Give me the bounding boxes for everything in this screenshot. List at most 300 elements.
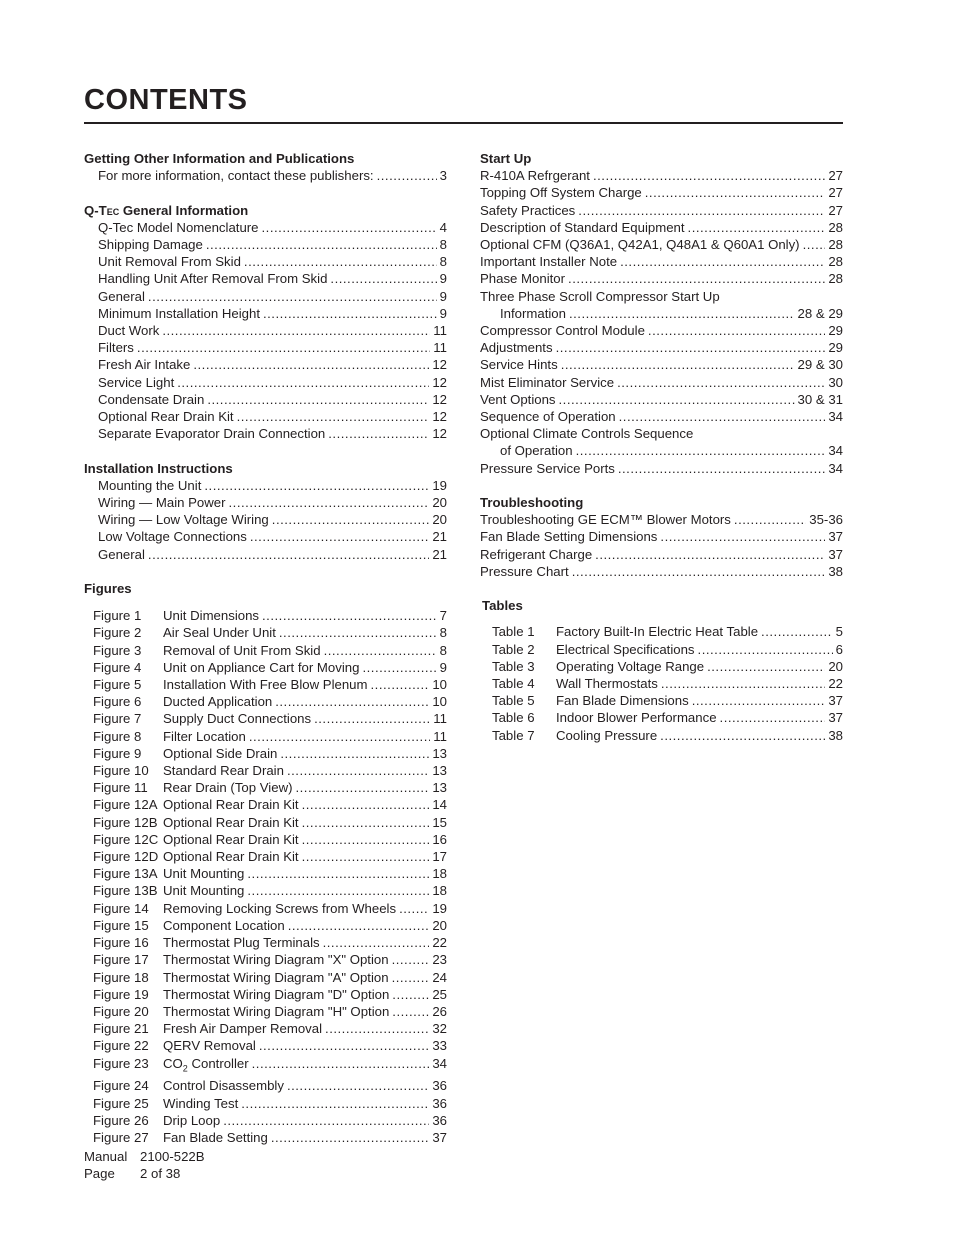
footer-page-label: Page xyxy=(84,1166,115,1181)
figure-entry[interactable] xyxy=(84,710,447,727)
section-heading: Tables xyxy=(482,598,523,614)
figure-entry[interactable] xyxy=(84,745,447,762)
toc-entry[interactable] xyxy=(480,219,843,236)
entry-page: 10 xyxy=(432,694,447,710)
entry-label: Thermostat Wiring Diagram "D" Option xyxy=(163,986,390,1002)
figure-list xyxy=(84,607,447,1146)
entry-label: For more information, contact these publishers: xyxy=(98,168,374,184)
page-footer xyxy=(84,1148,205,1182)
entry-page: 26 xyxy=(432,1003,447,1019)
entry-page: 28 xyxy=(828,237,843,253)
entry-label: Wiring — Main Power xyxy=(98,495,226,511)
entry-number: Figure 19 xyxy=(93,986,149,1002)
figure-entry[interactable] xyxy=(84,676,447,693)
entry-number: Table 1 xyxy=(492,624,535,640)
toc-entry[interactable] xyxy=(480,374,843,391)
entry-number: Table 2 xyxy=(492,641,535,657)
entry-label xyxy=(163,1055,249,1078)
heading-brand: Tec xyxy=(98,202,120,218)
entry-label: Filter Location xyxy=(163,728,246,744)
figure-entry[interactable] xyxy=(84,831,447,848)
entry-label: Air Seal Under Unit xyxy=(163,625,276,641)
dot-leader xyxy=(275,693,429,710)
entry-number: Table 4 xyxy=(492,676,535,692)
table-entry[interactable] xyxy=(480,675,843,692)
entry-label: R-410A Refrgerant xyxy=(480,168,590,184)
left-column xyxy=(84,150,447,1146)
entry-label: Low Voltage Connections xyxy=(98,529,247,545)
figure-entry[interactable] xyxy=(84,728,447,745)
table-entry[interactable] xyxy=(480,692,843,709)
dot-leader xyxy=(377,167,437,184)
dot-leader xyxy=(556,339,826,356)
toc-entry[interactable] xyxy=(84,374,447,391)
toc-entry[interactable] xyxy=(84,305,447,322)
entry-label: Wiring — Low Voltage Wiring xyxy=(98,512,269,528)
entry-label: Removal of Unit From Skid xyxy=(163,642,321,658)
figure-entry[interactable] xyxy=(84,1112,447,1129)
dot-leader xyxy=(559,391,795,408)
dot-leader xyxy=(287,1077,429,1094)
entry-number: Figure 23 xyxy=(93,1055,149,1071)
figure-entry[interactable] xyxy=(84,917,447,934)
dot-leader xyxy=(561,356,795,373)
entry-label: Condensate Drain xyxy=(98,391,205,407)
entry-page: 9 xyxy=(439,288,447,304)
entry-label: Safety Practices xyxy=(480,202,576,218)
entry-label: Thermostat Plug Terminals xyxy=(163,935,320,951)
entry-label: Fresh Air Damper Removal xyxy=(163,1021,323,1037)
entry-page: 27 xyxy=(828,185,843,201)
entry-label: Supply Duct Connections xyxy=(163,711,312,727)
table-entry[interactable] xyxy=(480,727,843,744)
dot-leader xyxy=(229,494,430,511)
figure-entry[interactable] xyxy=(84,986,447,1003)
toc-entry[interactable] xyxy=(84,339,447,356)
section-heading: Installation Instructions xyxy=(84,460,233,476)
toc-entry[interactable] xyxy=(84,511,447,528)
figure-entry[interactable] xyxy=(84,642,447,659)
entry-page: 37 xyxy=(432,1129,447,1145)
table-entry[interactable] xyxy=(480,641,843,658)
dot-leader xyxy=(392,986,429,1003)
dot-leader xyxy=(302,848,430,865)
dot-leader xyxy=(761,623,833,640)
entry-label: Drip Loop xyxy=(163,1112,221,1128)
entry-page: 8 xyxy=(439,642,447,658)
dot-leader xyxy=(249,728,430,745)
entry-page: 13 xyxy=(432,745,447,761)
figure-entry[interactable] xyxy=(84,1037,447,1054)
entry-number: Figure 24 xyxy=(93,1078,149,1094)
entry-label: Phase Monitor xyxy=(480,271,566,287)
entry-page: 9 xyxy=(439,271,447,287)
table-list xyxy=(480,623,843,743)
dot-leader xyxy=(302,831,430,848)
toc-entry[interactable] xyxy=(480,460,843,477)
dot-leader xyxy=(688,219,826,236)
entry-label: Fresh Air Intake xyxy=(98,357,191,373)
figure-entry[interactable] xyxy=(84,1055,447,1078)
entry-page: 37 xyxy=(828,529,843,545)
entry-label: of Operation xyxy=(500,443,573,459)
figure-entry[interactable] xyxy=(84,814,447,831)
entry-page: 13 xyxy=(432,780,447,796)
entry-number: Figure 12C xyxy=(93,831,159,847)
figure-entry[interactable] xyxy=(84,848,447,865)
entry-page: 33 xyxy=(432,1038,447,1054)
entry-label: Troubleshooting GE ECM™ Blower Motors xyxy=(480,512,731,528)
dot-leader xyxy=(288,917,430,934)
entry-label: Topping Off System Charge xyxy=(480,185,642,201)
entry-label: QERV Removal xyxy=(163,1038,256,1054)
entry-label: Standard Rear Drain xyxy=(163,763,284,779)
entry-page: 38 xyxy=(828,727,843,743)
toc-entry[interactable] xyxy=(480,270,843,287)
dot-leader xyxy=(252,1055,430,1072)
dot-leader xyxy=(698,641,833,658)
entry-number: Figure 12A xyxy=(93,797,158,813)
entry-label: Sequence of Operation xyxy=(480,409,616,425)
toc-entry[interactable] xyxy=(480,408,843,425)
toc-entry[interactable] xyxy=(84,494,447,511)
entry-page: 30 & 31 xyxy=(797,391,843,407)
entry-label: Mist Eliminator Service xyxy=(480,374,615,390)
dot-leader xyxy=(237,408,430,425)
entry-label: Unit Removal From Skid xyxy=(98,254,241,270)
toc-entry[interactable] xyxy=(480,167,843,184)
entry-label: Shipping Damage xyxy=(98,237,203,252)
toc-entry[interactable] xyxy=(480,322,843,339)
table-entry[interactable] xyxy=(480,709,843,726)
entry-label: Optional Rear Drain Kit xyxy=(163,797,299,813)
dot-leader xyxy=(362,659,436,676)
entry-number: Table 6 xyxy=(492,710,535,726)
toc-entry[interactable] xyxy=(480,563,843,580)
dot-leader xyxy=(324,642,437,659)
toc-entry[interactable] xyxy=(480,391,843,408)
entry-label: Unit Dimensions xyxy=(163,608,260,624)
entry-page: 16 xyxy=(432,831,447,847)
entry-page: 28 & 29 xyxy=(797,305,843,321)
entry-number: Figure 25 xyxy=(93,1095,149,1111)
entry-label: Unit Mounting xyxy=(163,883,245,899)
entry-number: Figure 16 xyxy=(93,935,149,951)
dot-leader xyxy=(392,1003,429,1020)
toc-entry[interactable] xyxy=(84,322,447,339)
entry-label: Unit on Appliance Cart for Moving xyxy=(163,659,360,675)
toc-entry[interactable] xyxy=(480,305,843,322)
dot-leader xyxy=(330,270,436,287)
entry-page: 34 xyxy=(432,1055,447,1071)
dot-leader xyxy=(223,1112,429,1129)
entry-page: 19 xyxy=(432,900,447,916)
entry-page: 28 xyxy=(828,219,843,235)
entry-page: 7 xyxy=(439,608,447,624)
dot-leader xyxy=(148,288,437,305)
figure-entry[interactable] xyxy=(84,1003,447,1020)
figure-entry[interactable] xyxy=(84,762,447,779)
title-rule xyxy=(84,122,843,124)
toc-entry[interactable] xyxy=(480,442,843,459)
dot-leader xyxy=(569,305,795,322)
toc-entry[interactable] xyxy=(480,511,843,528)
heading-prefix: Q- xyxy=(84,202,99,218)
dot-leader xyxy=(262,219,437,236)
entry-number: Figure 21 xyxy=(93,1021,149,1037)
entry-page: 29 xyxy=(828,323,843,339)
entry-label: Q-Tec Model Nomenclature xyxy=(98,219,259,235)
toc-list xyxy=(84,167,447,184)
dot-leader xyxy=(692,692,826,709)
entry-label: Wall Thermostats xyxy=(556,676,658,692)
entry-number: Figure 7 xyxy=(93,711,142,727)
dot-leader xyxy=(206,236,437,253)
entry-page: 28 xyxy=(828,271,843,287)
figure-entry[interactable] xyxy=(84,1077,447,1094)
figure-entry[interactable] xyxy=(84,659,447,676)
toc-entry[interactable] xyxy=(84,477,447,494)
dot-leader xyxy=(207,391,429,408)
entry-label: Electrical Specifications xyxy=(556,641,695,657)
entry-label: Optional Rear Drain Kit xyxy=(163,831,299,847)
dot-leader xyxy=(241,1095,429,1112)
entry-number: Figure 5 xyxy=(93,677,142,693)
entry-number: Figure 4 xyxy=(93,659,142,675)
entry-label: Control Disassembly xyxy=(163,1078,284,1094)
figure-entry[interactable] xyxy=(84,882,447,899)
figure-entry[interactable] xyxy=(84,969,447,986)
entry-page: 27 xyxy=(828,202,843,218)
entry-page: 11 xyxy=(433,711,447,727)
toc-list xyxy=(84,477,447,563)
entry-number: Table 7 xyxy=(492,727,535,743)
toc-entry[interactable] xyxy=(84,546,447,563)
figure-entry[interactable] xyxy=(84,796,447,813)
dot-leader xyxy=(371,676,430,693)
entry-page: 11 xyxy=(433,323,447,339)
toc-entry[interactable] xyxy=(480,184,843,201)
entry-page: 14 xyxy=(432,797,447,813)
entry-page: 18 xyxy=(432,883,447,899)
entry-page: 4 xyxy=(439,219,447,235)
entry-label: Cooling Pressure xyxy=(556,727,658,743)
toc-entry[interactable] xyxy=(84,356,447,373)
dot-leader xyxy=(593,167,825,184)
entry-label: Mounting the Unit xyxy=(98,477,202,493)
dot-leader xyxy=(617,374,825,391)
figure-entry[interactable] xyxy=(84,951,447,968)
entry-page: 37 xyxy=(828,546,843,562)
entry-page: 38 xyxy=(828,563,843,579)
entry-page: 10 xyxy=(432,677,447,693)
toc-entry[interactable] xyxy=(480,236,843,253)
entry-page: 3 xyxy=(439,168,447,184)
dot-leader xyxy=(572,563,826,580)
dot-leader xyxy=(244,253,437,270)
entry-label: Thermostat Wiring Diagram "X" Option xyxy=(163,952,389,968)
toc-entry[interactable] xyxy=(84,236,447,253)
dot-leader xyxy=(271,1129,429,1146)
entry-number: Figure 15 xyxy=(93,917,149,933)
dot-leader xyxy=(707,658,825,675)
entry-page: 28 xyxy=(828,254,843,270)
entry-number: Figure 26 xyxy=(93,1112,149,1128)
figure-entry[interactable] xyxy=(84,693,447,710)
entry-label: Pressure Chart xyxy=(480,563,569,579)
toc-entry[interactable] xyxy=(480,339,843,356)
entry-number: Figure 20 xyxy=(93,1003,149,1019)
dot-leader xyxy=(660,528,825,545)
entry-number: Table 3 xyxy=(492,658,535,674)
entry-page: 19 xyxy=(432,477,447,493)
dot-leader xyxy=(392,951,430,968)
dot-leader xyxy=(302,796,430,813)
toc-entry[interactable] xyxy=(480,528,843,545)
entry-number: Figure 27 xyxy=(93,1129,149,1145)
figure-entry[interactable] xyxy=(84,779,447,796)
dot-leader xyxy=(568,270,825,287)
dot-leader xyxy=(620,253,825,270)
entry-label: General xyxy=(98,288,145,304)
entry-page: 34 xyxy=(828,409,843,425)
entry-label: Factory Built-In Electric Heat Table xyxy=(556,624,759,640)
section-heading: Start Up xyxy=(480,151,532,166)
entry-label: Component Location xyxy=(163,917,285,933)
entry-label: Service Light xyxy=(98,374,175,390)
toc-entry[interactable] xyxy=(84,167,447,184)
entry-label: Handling Unit After Removal From Skid xyxy=(98,271,328,287)
table-entry[interactable] xyxy=(480,623,843,640)
entry-label: Refrigerant Charge xyxy=(480,546,593,562)
heading-rest: General Information xyxy=(119,202,249,218)
toc-entry[interactable] xyxy=(480,356,843,373)
footer-page-value: 2 of 38 xyxy=(140,1166,181,1181)
toc-entry[interactable] xyxy=(84,288,447,305)
toc-entry[interactable] xyxy=(84,528,447,545)
entry-label: Removing Locking Screws from Wheels xyxy=(163,900,397,916)
figure-entry[interactable] xyxy=(84,1020,447,1037)
entry-page: 23 xyxy=(432,952,447,968)
dot-leader xyxy=(280,745,429,762)
toc-entry[interactable] xyxy=(84,270,447,287)
entry-page: 24 xyxy=(432,969,447,985)
entry-number: Figure 13A xyxy=(93,866,158,882)
entry-page: 12 xyxy=(432,391,447,407)
entry-number: Figure 12D xyxy=(93,849,159,865)
entry-page: 37 xyxy=(828,693,843,709)
dot-leader xyxy=(262,607,437,624)
footer-manual-value: 2100-522B xyxy=(140,1149,205,1164)
dot-leader xyxy=(247,882,429,899)
entry-page: 13 xyxy=(432,763,447,779)
figure-entry[interactable] xyxy=(84,900,447,917)
toc-entry[interactable] xyxy=(480,202,843,219)
entry-number: Table 5 xyxy=(492,693,535,709)
entry-label: Unit Mounting xyxy=(163,866,245,882)
toc-list xyxy=(84,219,447,443)
section-heading: Getting Other Information and Publications xyxy=(84,151,355,166)
entry-label: Optional Rear Drain Kit xyxy=(98,409,234,425)
entry-page: 8 xyxy=(439,625,447,641)
label-subscript: 2 xyxy=(182,1063,188,1074)
dot-leader xyxy=(250,528,429,545)
figure-entry[interactable] xyxy=(84,865,447,882)
toc-entry[interactable] xyxy=(84,219,447,236)
entry-page: 29 & 30 xyxy=(797,357,843,373)
figure-entry[interactable] xyxy=(84,1095,447,1112)
dot-leader xyxy=(148,546,429,563)
entry-page: 34 xyxy=(828,460,843,476)
toc-entry[interactable] xyxy=(84,391,447,408)
toc-entry-line: Three Phase Scroll Compressor Start Up xyxy=(480,288,720,304)
entry-page: 8 xyxy=(439,237,447,252)
entry-page: 25 xyxy=(432,986,447,1002)
figure-entry[interactable] xyxy=(84,624,447,641)
dot-leader xyxy=(576,442,826,459)
toc-entry[interactable] xyxy=(480,546,843,563)
figure-entry[interactable] xyxy=(84,934,447,951)
entry-label: Minimum Installation Height xyxy=(98,305,260,321)
dot-leader xyxy=(263,305,437,322)
entry-label: Installation With Free Blow Plenum xyxy=(163,677,368,693)
entry-page: 21 xyxy=(432,529,447,545)
dot-leader xyxy=(193,356,429,373)
entry-number: Figure 9 xyxy=(93,745,142,761)
dot-leader xyxy=(302,814,430,831)
toc-entry[interactable] xyxy=(84,408,447,425)
entry-page: 8 xyxy=(439,254,447,270)
entry-label: Winding Test xyxy=(163,1095,239,1111)
dot-leader xyxy=(399,900,429,917)
entry-label: Rear Drain (Top View) xyxy=(163,780,293,796)
figure-entry[interactable] xyxy=(84,607,447,624)
figure-entry[interactable] xyxy=(84,1129,447,1146)
entry-number: Figure 11 xyxy=(93,780,148,796)
entry-number: Figure 3 xyxy=(93,642,142,658)
dot-leader xyxy=(314,710,430,727)
entry-page: 12 xyxy=(432,426,447,442)
entry-label: Compressor Control Module xyxy=(480,323,645,339)
entry-label: Fan Blade Setting xyxy=(163,1129,268,1145)
table-entry[interactable] xyxy=(480,658,843,675)
entry-number: Figure 12B xyxy=(93,814,158,830)
entry-label: Operating Voltage Range xyxy=(556,658,705,674)
entry-number: Figure 22 xyxy=(93,1038,149,1054)
entry-page: 27 xyxy=(828,168,843,184)
entry-page: 12 xyxy=(432,409,447,425)
dot-leader xyxy=(325,1020,429,1037)
entry-label: Optional CFM (Q36A1, Q42A1, Q48A1 & Q60A1 Only) xyxy=(480,237,800,253)
toc-entry[interactable] xyxy=(84,253,447,270)
dot-leader xyxy=(660,727,825,744)
right-column xyxy=(480,150,843,744)
entry-label: Information xyxy=(500,305,566,321)
entry-label: Description of Standard Equipment xyxy=(480,219,685,235)
toc-entry[interactable] xyxy=(84,425,447,442)
dot-leader xyxy=(177,374,429,391)
toc-list xyxy=(480,167,843,477)
entry-page: 36 xyxy=(432,1078,447,1094)
entry-number: Figure 17 xyxy=(93,952,149,968)
dot-leader xyxy=(137,339,430,356)
page-title: CONTENTS xyxy=(84,84,248,116)
entry-page: 20 xyxy=(432,917,447,933)
section-heading: Troubleshooting xyxy=(480,495,584,511)
entry-page: 9 xyxy=(439,305,447,321)
toc-entry[interactable] xyxy=(480,253,843,270)
entry-number: Figure 10 xyxy=(93,763,149,779)
